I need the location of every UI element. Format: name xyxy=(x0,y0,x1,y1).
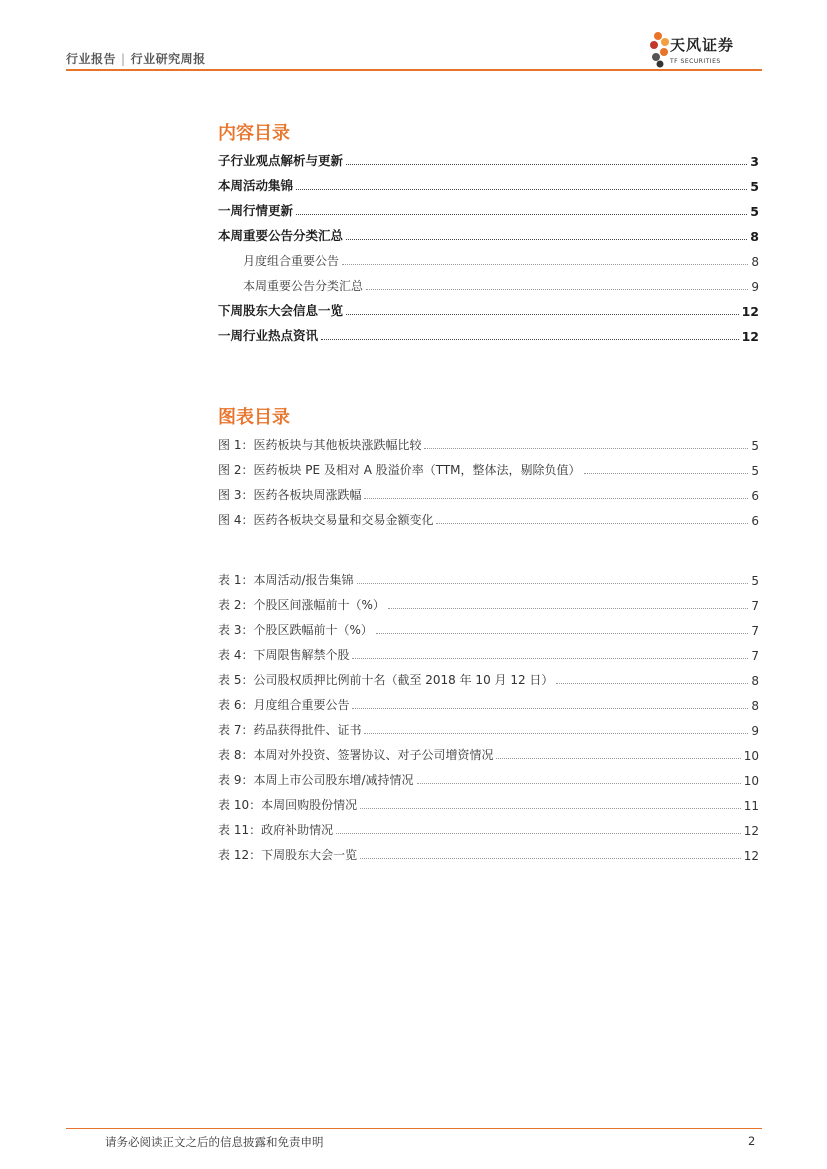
toc-entry-page: 5 xyxy=(750,204,759,219)
leader-dots xyxy=(417,782,741,784)
leader-dots xyxy=(360,857,741,859)
table-entry-label: 表 6：月度组合重要公告 xyxy=(218,698,350,712)
leader-dots xyxy=(352,657,748,659)
leader-dots xyxy=(346,163,747,165)
toc-entry[interactable] xyxy=(218,226,759,244)
leader-dots xyxy=(342,263,748,265)
toc-entry-page: 8 xyxy=(751,255,759,269)
toc-entry-label: 本周重要公告分类汇总 xyxy=(218,228,344,243)
toc-entry-label: 本周重要公告分类汇总 xyxy=(243,279,364,293)
leader-dots xyxy=(296,213,747,215)
header-separator: | xyxy=(121,52,126,66)
toc-entry-page: 3 xyxy=(750,154,759,169)
figure-entry[interactable] xyxy=(218,485,759,503)
leader-dots xyxy=(376,632,749,634)
table-entry-label: 表 9：本周上市公司股东增/减持情况 xyxy=(218,773,414,787)
table-entry[interactable] xyxy=(218,620,759,638)
figure-entry[interactable] xyxy=(218,435,759,453)
toc-entry[interactable] xyxy=(218,151,759,169)
footer-divider xyxy=(66,1128,762,1129)
leader-dots xyxy=(556,682,748,684)
table-entry[interactable] xyxy=(218,845,759,863)
toc-subentry[interactable] xyxy=(243,251,759,269)
table-entry-page: 10 xyxy=(743,774,759,788)
figures-title: 图表目录 xyxy=(218,407,290,428)
figure-entry-page: 5 xyxy=(751,464,759,478)
figure-entry-page: 6 xyxy=(751,489,759,503)
table-entry-page: 7 xyxy=(751,649,759,663)
category-label: 行业报告 xyxy=(66,52,117,66)
table-entry[interactable] xyxy=(218,770,759,788)
table-entry[interactable] xyxy=(218,820,759,838)
figure-entry-page: 5 xyxy=(751,439,759,453)
table-entry[interactable] xyxy=(218,570,759,588)
header-divider xyxy=(66,69,762,71)
leader-dots xyxy=(496,757,740,759)
figure-entry-label: 图 3：医药各板块周涨跌幅 xyxy=(218,488,362,502)
figure-entry-label: 图 4：医药各板块交易量和交易金额变化 xyxy=(218,513,434,527)
toc-entry[interactable] xyxy=(218,326,759,344)
page-number: 2 xyxy=(748,1134,756,1148)
table-entry[interactable] xyxy=(218,645,759,663)
table-entry-label: 表 2：个股区间涨幅前十（%） xyxy=(218,598,385,612)
table-entry-label: 表 3：个股区跌幅前十（%） xyxy=(218,623,373,637)
flower-logo-icon xyxy=(650,30,670,70)
table-entry[interactable] xyxy=(218,720,759,738)
brand-name-cn: 天风证券 xyxy=(670,36,735,54)
leader-dots xyxy=(357,582,749,584)
toc-entry-page: 12 xyxy=(741,329,759,344)
table-entry[interactable] xyxy=(218,695,759,713)
figure-entry-label: 图 2：医药板块 PE 及相对 A 股溢价率（TTM，整体法，剔除负值） xyxy=(218,463,581,477)
figure-entry-label: 图 1：医药板块与其他板块涨跌幅比较 xyxy=(218,438,422,452)
table-entry-page: 10 xyxy=(743,749,759,763)
table-entry-label: 表 4：下周限售解禁个股 xyxy=(218,648,350,662)
table-entry-page: 7 xyxy=(751,599,759,613)
table-entry-label: 表 7：药品获得批件、证书 xyxy=(218,723,362,737)
toc-entry-label: 子行业观点解析与更新 xyxy=(218,153,344,168)
toc-subentry[interactable] xyxy=(243,276,759,294)
table-entry-page: 5 xyxy=(751,574,759,588)
toc-entry-label: 一周行情更新 xyxy=(218,203,294,218)
toc-entry-label: 月度组合重要公告 xyxy=(243,254,340,268)
toc-entry[interactable] xyxy=(218,201,759,219)
toc-entry-page: 12 xyxy=(741,304,759,319)
brand-logo xyxy=(650,28,765,72)
toc-entry[interactable] xyxy=(218,176,759,194)
footer-disclaimer: 请务必阅读正文之后的信息披露和免责申明 xyxy=(105,1135,324,1149)
table-entry-label: 表 10：本周回购股份情况 xyxy=(218,798,358,812)
toc-entry-page: 5 xyxy=(750,179,759,194)
leader-dots xyxy=(366,288,748,290)
figure-entry[interactable] xyxy=(218,460,759,478)
table-entry[interactable] xyxy=(218,795,759,813)
leader-dots xyxy=(346,238,747,240)
table-entry-label: 表 8：本周对外投资、签署协议、对子公司增资情况 xyxy=(218,748,494,762)
leader-dots xyxy=(336,832,741,834)
leader-dots xyxy=(424,447,748,449)
brand-name-en: TF SECURITIES xyxy=(670,58,721,65)
table-entry[interactable] xyxy=(218,595,759,613)
table-entry-label: 表 1：本周活动/报告集锦 xyxy=(218,573,354,587)
leader-dots xyxy=(321,338,739,340)
table-entry-page: 8 xyxy=(751,674,759,688)
table-entry-page: 12 xyxy=(743,849,759,863)
table-entry-page: 12 xyxy=(743,824,759,838)
table-entry-page: 9 xyxy=(751,724,759,738)
toc-title: 内容目录 xyxy=(218,123,290,144)
leader-dots xyxy=(346,313,739,315)
subcategory-label: 行业研究周报 xyxy=(130,52,206,66)
leader-dots xyxy=(352,707,748,709)
leader-dots xyxy=(364,497,748,499)
figure-entry[interactable] xyxy=(218,510,759,528)
table-entry-page: 7 xyxy=(751,624,759,638)
table-entry-label: 表 11：政府补助情况 xyxy=(218,823,334,837)
leader-dots xyxy=(360,807,741,809)
table-entry-page: 8 xyxy=(751,699,759,713)
table-entry-label: 表 12：下周股东大会一览 xyxy=(218,848,358,862)
toc-entry-label: 一周行业热点资讯 xyxy=(218,328,319,343)
toc-entry-label: 下周股东大会信息一览 xyxy=(218,303,344,318)
figure-entry-page: 6 xyxy=(751,514,759,528)
leader-dots xyxy=(584,472,749,474)
toc-entry-label: 本周活动集锦 xyxy=(218,178,294,193)
leader-dots xyxy=(364,732,748,734)
table-entry-label: 表 5：公司股权质押比例前十名（截至 2018 年 10 月 12 日） xyxy=(218,673,554,687)
table-entry-page: 11 xyxy=(743,799,759,813)
toc-entry-page: 8 xyxy=(750,229,759,244)
toc-entry-page: 9 xyxy=(751,280,759,294)
leader-dots xyxy=(296,188,747,190)
toc-entry[interactable] xyxy=(218,301,759,319)
leader-dots xyxy=(436,522,748,524)
report-category xyxy=(66,50,206,67)
table-entry[interactable] xyxy=(218,670,759,688)
table-entry[interactable] xyxy=(218,745,759,763)
leader-dots xyxy=(388,607,749,609)
